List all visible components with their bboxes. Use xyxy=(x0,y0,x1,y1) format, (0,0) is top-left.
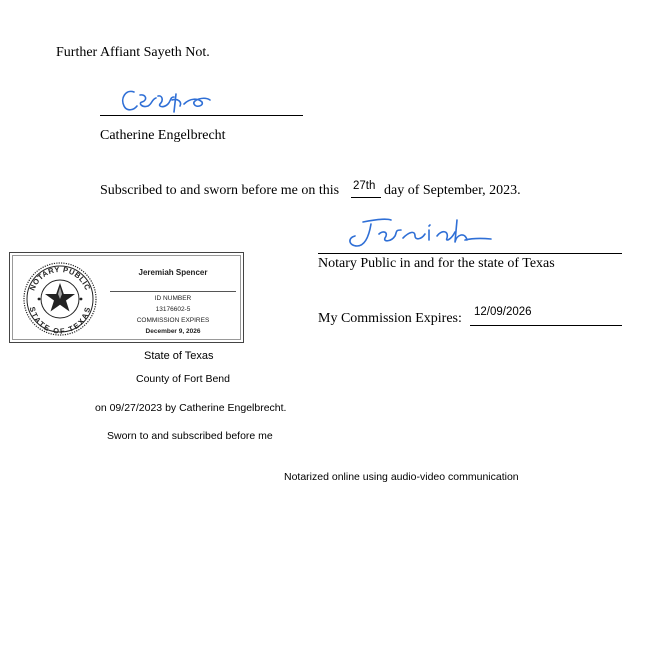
sworn-statement-suffix: day of September, 2023. xyxy=(384,183,521,198)
seal-text-bottom: STATE OF TEXAS xyxy=(27,305,93,336)
stamp-id-label: ID NUMBER xyxy=(154,295,192,302)
stamp-expires-label: COMMISSION EXPIRES xyxy=(136,317,210,324)
notary-signature-icon xyxy=(345,214,495,252)
affiant-name: Catherine Engelbrecht xyxy=(100,128,226,143)
certificate-sworn-line: Sworn to and subscribed before me xyxy=(107,430,273,442)
affiant-signature-line xyxy=(100,115,303,116)
commission-expires-label: My Commission Expires: xyxy=(318,311,462,326)
commission-date-underline xyxy=(470,325,622,326)
certificate-state: State of Texas xyxy=(144,350,214,362)
stamp-id-number: 13176602-5 xyxy=(155,306,191,313)
certificate-date-line: on 09/27/2023 by Catherine Engelbrecht. xyxy=(95,402,287,414)
stamp-notary-name: Jeremiah Spencer xyxy=(138,268,208,277)
seal-text-top: NOTARY PUBLIC xyxy=(27,264,93,292)
notary-signature-line xyxy=(318,253,622,254)
certificate-county: County of Fort Bend xyxy=(136,373,230,385)
sworn-statement-prefix: Subscribed to and sworn before me on this xyxy=(100,183,340,198)
svg-text:STATE OF TEXAS xyxy=(28,306,93,336)
stamp-expires-date: December 9, 2026 xyxy=(145,328,201,335)
commission-expires-date: 12/09/2026 xyxy=(474,306,532,318)
sworn-day-underline xyxy=(351,197,381,198)
notary-seal-icon xyxy=(22,261,98,337)
affiant-signature-icon xyxy=(118,86,214,116)
certificate-online-note: Notarized online using audio-video communication xyxy=(284,471,519,483)
closing-statement: Further Affiant Sayeth Not. xyxy=(56,45,210,60)
stamp-divider xyxy=(110,291,236,292)
notary-stamp xyxy=(9,252,244,343)
sworn-day: 27th xyxy=(353,180,376,192)
notary-title-line: Notary Public in and for the state of Texas xyxy=(318,256,555,271)
